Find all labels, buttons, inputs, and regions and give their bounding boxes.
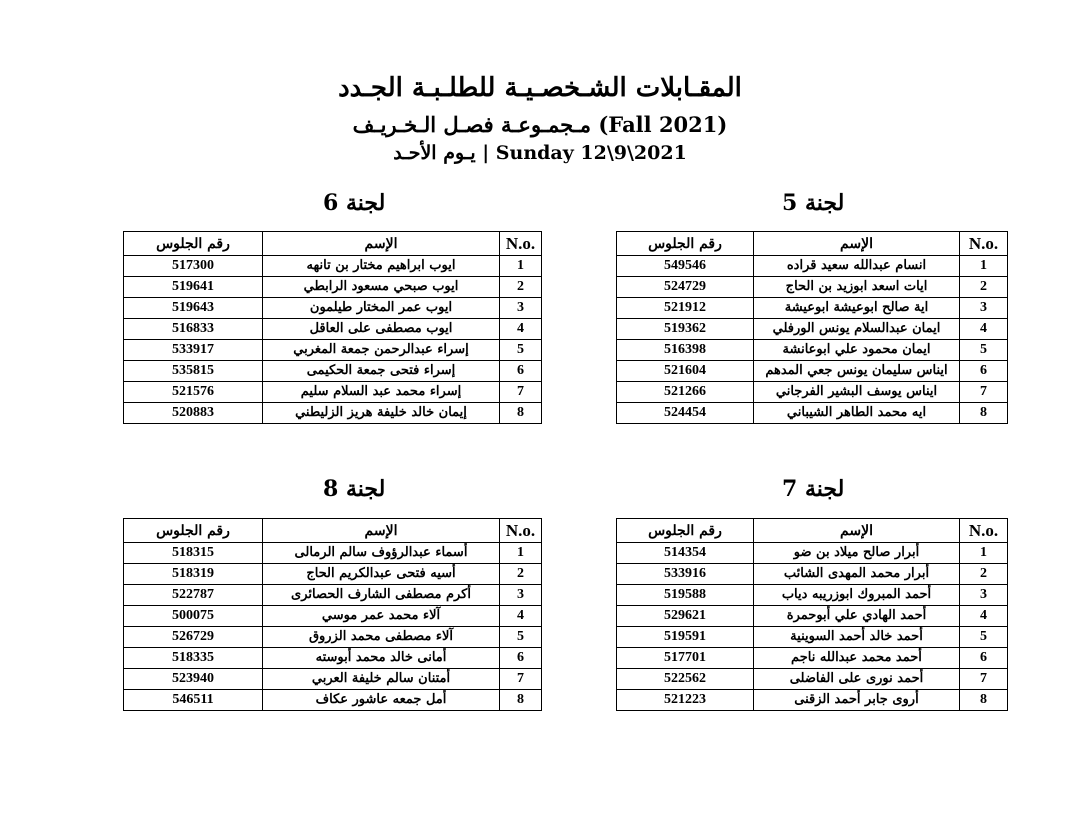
student-name: أمانى خالد محمد أبوسته (263, 648, 500, 669)
table-row (617, 361, 1008, 382)
student-name: أسماء عبدالرؤوف سالم الرمالى (263, 543, 500, 564)
number-column-header: N.o. (960, 232, 1008, 256)
student-name: أحمد محمد عبدالله ناجم (754, 648, 960, 669)
committee-table-7 (616, 518, 1008, 711)
seat-column-header: رقم الجلوس (124, 232, 263, 256)
table-row (124, 298, 542, 319)
student-name: أسيه فتحى عبدالكريم الحاج (263, 564, 500, 585)
student-name: أبرار محمد المهدى الشائب (754, 564, 960, 585)
seat-number: 524729 (617, 277, 754, 298)
table-header-row (617, 519, 1008, 543)
seat-number: 516833 (124, 319, 263, 340)
row-number: 5 (500, 627, 542, 648)
student-name: أحمد خالد أحمد السوينية (754, 627, 960, 648)
seat-number: 519362 (617, 319, 754, 340)
student-name: ايناس يوسف البشير الفرجاني (754, 382, 960, 403)
row-number: 5 (500, 340, 542, 361)
table-row (617, 690, 1008, 711)
seat-number: 521576 (124, 382, 263, 403)
seat-number: 523940 (124, 669, 263, 690)
row-number: 6 (960, 648, 1008, 669)
table-row (124, 585, 542, 606)
row-number: 3 (500, 298, 542, 319)
seat-number: 519591 (617, 627, 754, 648)
seat-number: 533916 (617, 564, 754, 585)
student-name: إسراء عبدالرحمن جمعة المغربي (263, 340, 500, 361)
student-name: أحمد الهادي علي أبوحمرة (754, 606, 960, 627)
row-number: 1 (960, 256, 1008, 277)
student-name: أمتنان سالم خليفة العربي (263, 669, 500, 690)
student-name: إسراء محمد عبد السلام سليم (263, 382, 500, 403)
number-column-header: N.o. (960, 519, 1008, 543)
row-number: 6 (960, 361, 1008, 382)
table-row (617, 340, 1008, 361)
table-row (124, 669, 542, 690)
number-column-header: N.o. (500, 519, 542, 543)
seat-number: 533917 (124, 340, 263, 361)
table-header-row (124, 232, 542, 256)
seat-number: 517701 (617, 648, 754, 669)
table-row (124, 403, 542, 424)
name-column-header: الإسم (263, 519, 500, 543)
seat-column-header: رقم الجلوس (617, 519, 754, 543)
row-number: 2 (500, 277, 542, 298)
name-column-header: الإسم (754, 232, 960, 256)
row-number: 4 (960, 606, 1008, 627)
row-number: 6 (500, 648, 542, 669)
date-line: يـوم الأحـد | Sunday 12\9\2021 (393, 142, 687, 164)
student-name: ايناس سليمان يونس جعي المدهم (754, 361, 960, 382)
student-name: ايمان محمود علي ابوعانشة (754, 340, 960, 361)
student-name: أبرار صالح ميلاد بن ضو (754, 543, 960, 564)
committee-table-5 (616, 231, 1008, 424)
table-row (617, 403, 1008, 424)
seat-number: 519643 (124, 298, 263, 319)
seat-number: 519641 (124, 277, 263, 298)
seat-number: 517300 (124, 256, 263, 277)
table-row (617, 256, 1008, 277)
seat-number: 535815 (124, 361, 263, 382)
number-column-header: N.o. (500, 232, 542, 256)
table-row (617, 648, 1008, 669)
page-subtitle: مـجمـوعـة فصـل الـخـريـف (Fall 2021) (352, 112, 728, 137)
committee-title-5: لجنة 5 (782, 190, 845, 216)
table-row (617, 669, 1008, 690)
seat-number: 549546 (617, 256, 754, 277)
table-row (124, 690, 542, 711)
student-name: إيمان خالد خليفة هريز الزليطني (263, 403, 500, 424)
row-number: 5 (960, 340, 1008, 361)
row-number: 4 (960, 319, 1008, 340)
student-name: انسام عبدالله سعيد قراده (754, 256, 960, 277)
student-name: أروى جابر أحمد الزقنى (754, 690, 960, 711)
row-number: 1 (500, 543, 542, 564)
seat-number: 516398 (617, 340, 754, 361)
committee-title-8: لجنة 8 (323, 476, 386, 502)
row-number: 4 (500, 606, 542, 627)
student-name: اية صالح ابوعيشة ابوعيشة (754, 298, 960, 319)
row-number: 8 (960, 403, 1008, 424)
table-row (124, 256, 542, 277)
seat-column-header: رقم الجلوس (124, 519, 263, 543)
student-name: ايه محمد الطاهر الشيباني (754, 403, 960, 424)
seat-column-header: رقم الجلوس (617, 232, 754, 256)
table-row (124, 648, 542, 669)
row-number: 3 (960, 585, 1008, 606)
student-name: ايات اسعد ابوزيد بن الحاج (754, 277, 960, 298)
row-number: 1 (500, 256, 542, 277)
row-number: 5 (960, 627, 1008, 648)
table-row (617, 382, 1008, 403)
table-row (617, 564, 1008, 585)
table-row (617, 585, 1008, 606)
seat-number: 521912 (617, 298, 754, 319)
committee-table-8 (123, 518, 542, 711)
row-number: 7 (960, 669, 1008, 690)
table-header-row (124, 519, 542, 543)
table-row (124, 319, 542, 340)
table-header-row (617, 232, 1008, 256)
student-name: أحمد نورى على الفاضلى (754, 669, 960, 690)
seat-number: 522562 (617, 669, 754, 690)
seat-number: 526729 (124, 627, 263, 648)
student-name: أمل جمعه عاشور عكاف (263, 690, 500, 711)
table-row (617, 298, 1008, 319)
seat-number: 518319 (124, 564, 263, 585)
row-number: 3 (960, 298, 1008, 319)
seat-number: 524454 (617, 403, 754, 424)
seat-number: 529621 (617, 606, 754, 627)
row-number: 7 (500, 382, 542, 403)
seat-number: 518315 (124, 543, 263, 564)
seat-number: 514354 (617, 543, 754, 564)
seat-number: 520883 (124, 403, 263, 424)
table-row (124, 543, 542, 564)
student-name: ايمان عبدالسلام يونس الورفلي (754, 319, 960, 340)
student-name: ايوب صبحي مسعود الرابطي (263, 277, 500, 298)
committee-table-6 (123, 231, 542, 424)
student-name: آلاء محمد عمر موسي (263, 606, 500, 627)
table-row (124, 627, 542, 648)
row-number: 2 (500, 564, 542, 585)
student-name: آلاء مصطفى محمد الزروق (263, 627, 500, 648)
seat-number: 546511 (124, 690, 263, 711)
seat-number: 518335 (124, 648, 263, 669)
student-name: أكرم مصطفى الشارف الحصائرى (263, 585, 500, 606)
row-number: 8 (500, 403, 542, 424)
seat-number: 519588 (617, 585, 754, 606)
table-row (124, 277, 542, 298)
page-title: المقـابلات الشـخصـيـة للطلـبـة الجـدد (338, 73, 742, 103)
row-number: 2 (960, 277, 1008, 298)
row-number: 2 (960, 564, 1008, 585)
row-number: 7 (500, 669, 542, 690)
seat-number: 521604 (617, 361, 754, 382)
table-row (617, 627, 1008, 648)
row-number: 6 (500, 361, 542, 382)
table-row (124, 340, 542, 361)
student-name: ايوب عمر المختار طيلمون (263, 298, 500, 319)
row-number: 4 (500, 319, 542, 340)
name-column-header: الإسم (754, 519, 960, 543)
seat-number: 521266 (617, 382, 754, 403)
table-row (617, 606, 1008, 627)
table-row (617, 277, 1008, 298)
table-row (124, 606, 542, 627)
seat-number: 522787 (124, 585, 263, 606)
row-number: 1 (960, 543, 1008, 564)
row-number: 8 (960, 690, 1008, 711)
student-name: إسراء فتحى جمعة الحكيمى (263, 361, 500, 382)
row-number: 3 (500, 585, 542, 606)
seat-number: 500075 (124, 606, 263, 627)
name-column-header: الإسم (263, 232, 500, 256)
table-row (617, 319, 1008, 340)
table-row (124, 564, 542, 585)
seat-number: 521223 (617, 690, 754, 711)
committee-title-7: لجنة 7 (782, 476, 845, 502)
student-name: ايوب مصطفى على العاقل (263, 319, 500, 340)
table-row (124, 382, 542, 403)
row-number: 7 (960, 382, 1008, 403)
committee-title-6: لجنة 6 (323, 190, 386, 216)
row-number: 8 (500, 690, 542, 711)
table-row (617, 543, 1008, 564)
student-name: أحمد المبروك ابوزريبه دياب (754, 585, 960, 606)
student-name: ايوب ابراهيم مختار بن تانهه (263, 256, 500, 277)
table-row (124, 361, 542, 382)
